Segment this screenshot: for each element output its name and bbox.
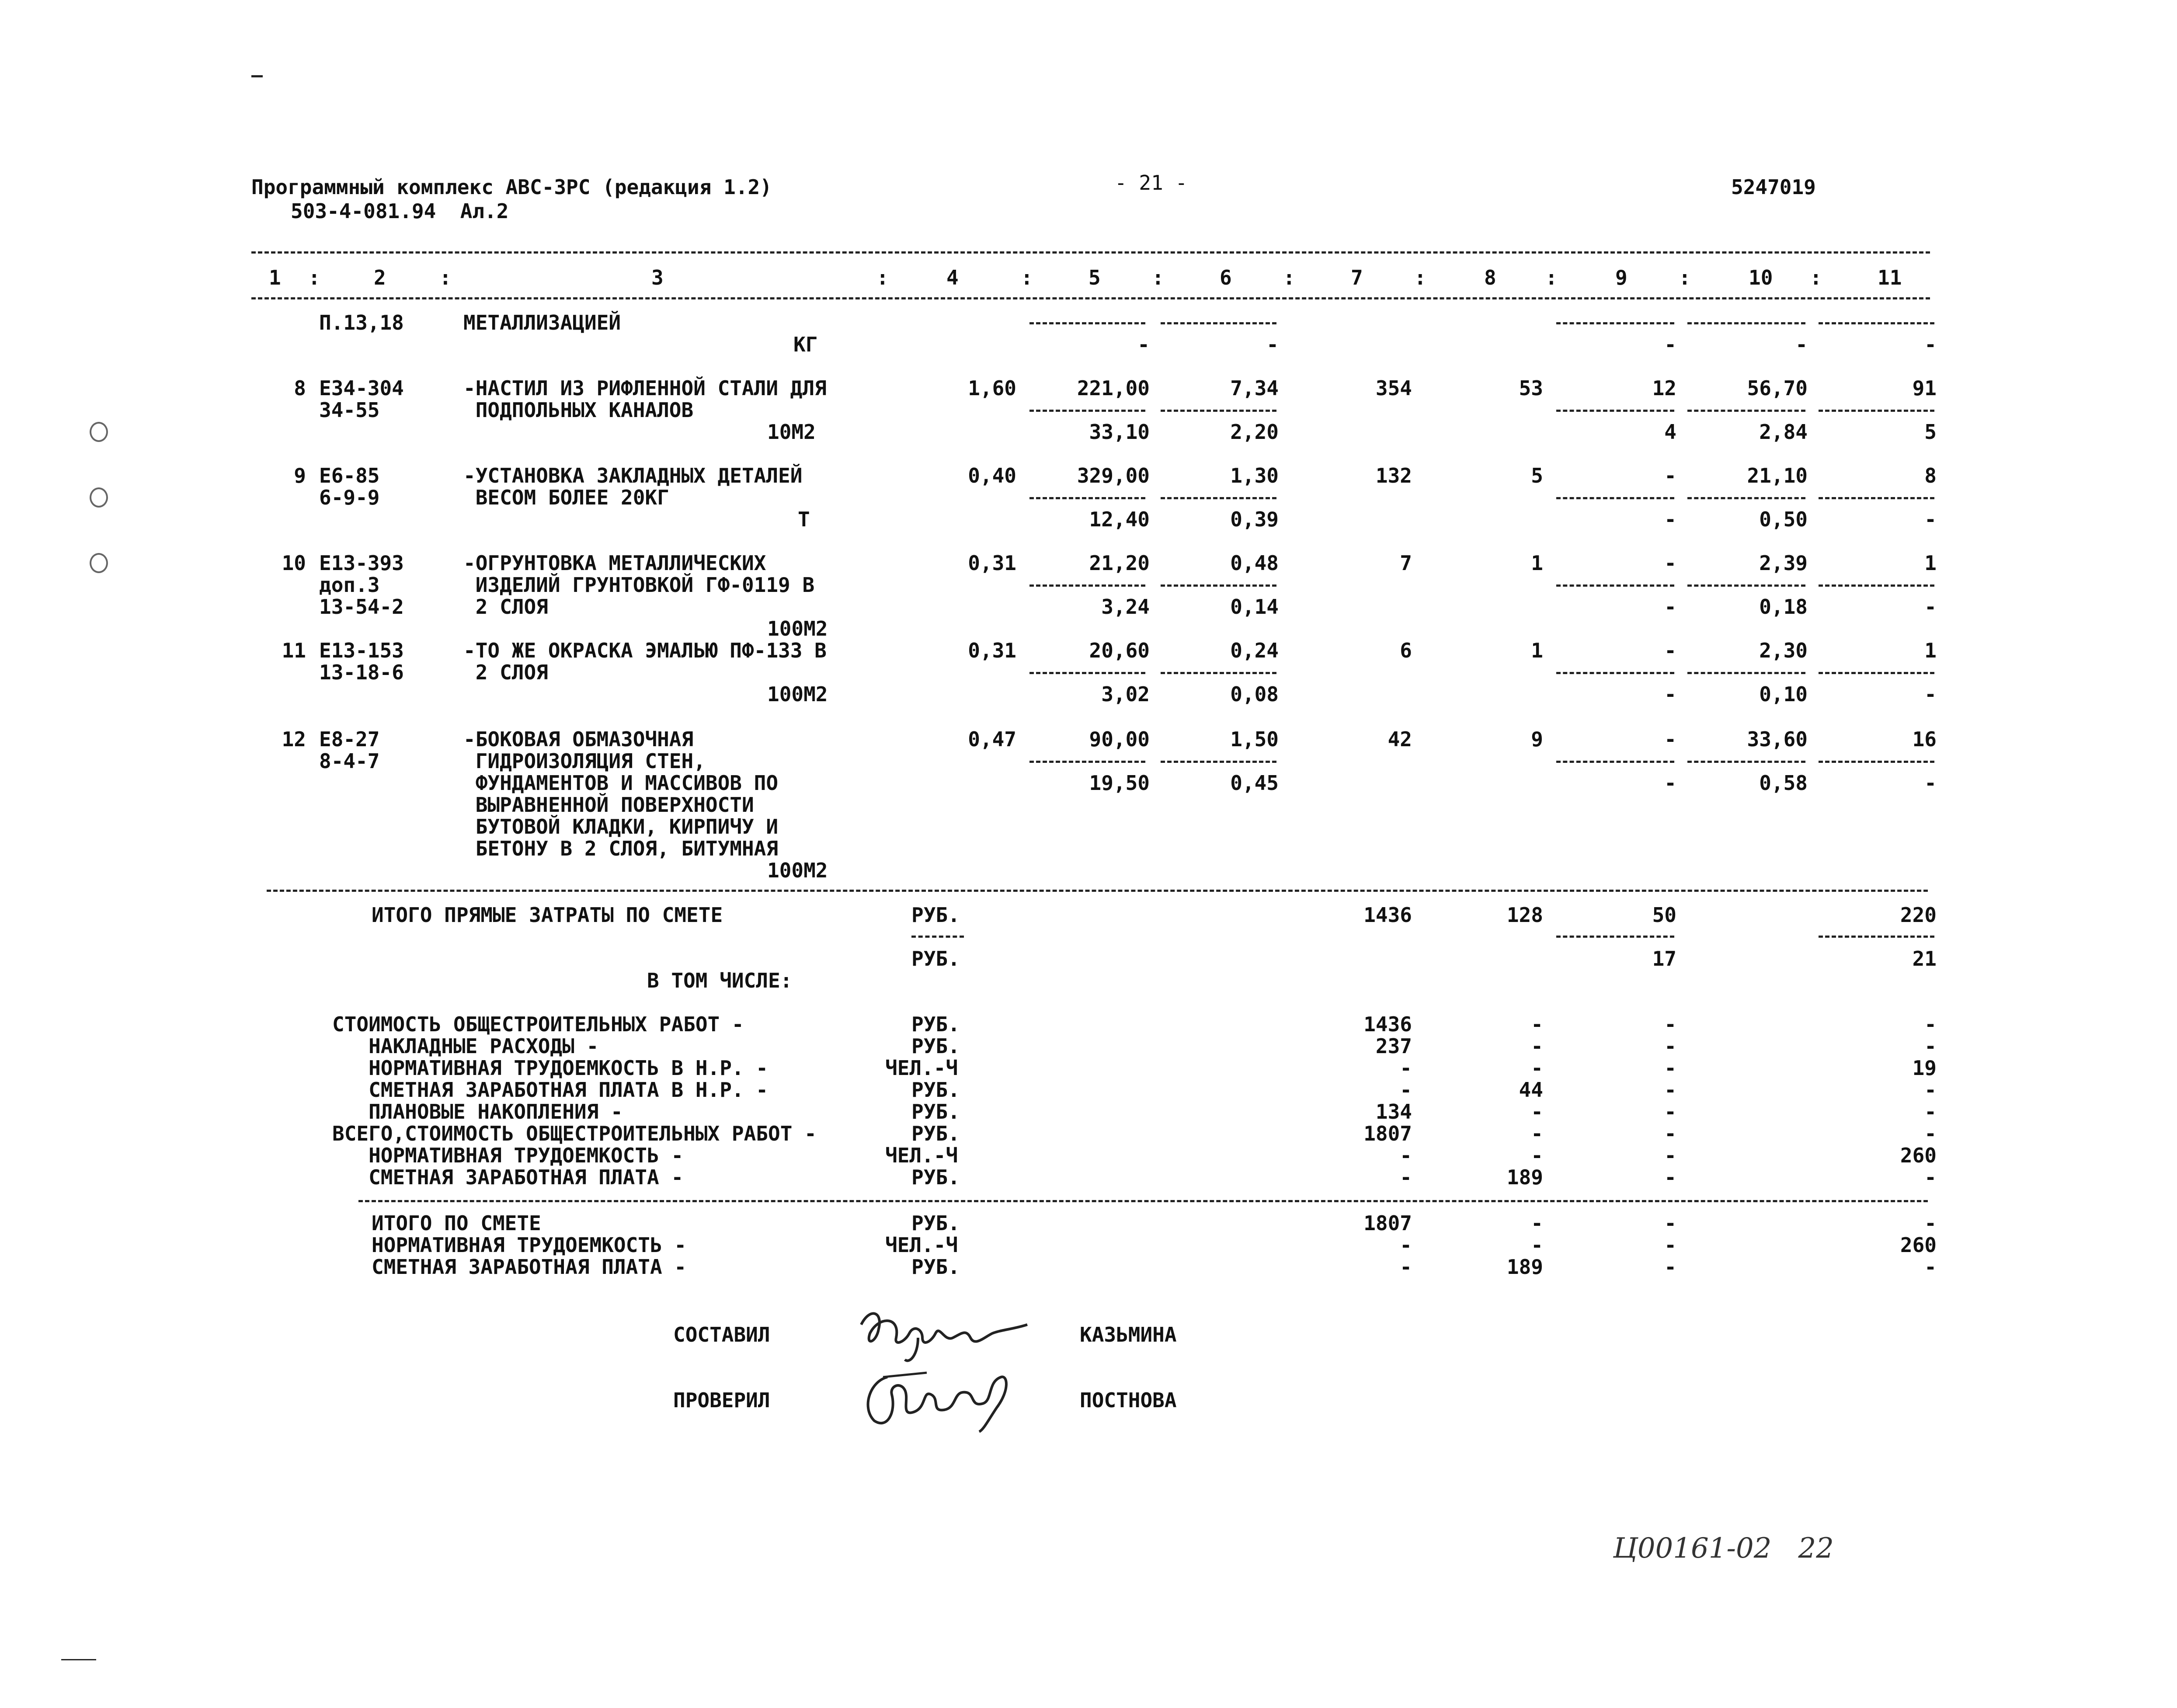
binding-hole-icon xyxy=(90,487,108,508)
row-number: 8 xyxy=(294,376,306,400)
cell-value: - xyxy=(1664,464,1676,487)
summary-value: - xyxy=(1531,1056,1543,1080)
cell-value: 33,60 xyxy=(1747,727,1808,751)
cell-value: 16 xyxy=(1912,727,1937,751)
cell-divider xyxy=(1556,497,1674,499)
summary-line-unit: РУБ. xyxy=(911,1165,960,1189)
row-code: Е13-393 xyxy=(319,551,404,575)
row-unit: 100М2 xyxy=(767,682,828,706)
summary-line-label: НОРМАТИВНАЯ ТРУДОЕМКОСТЬ В Н.Р. - xyxy=(332,1056,768,1080)
column-separator: : xyxy=(1545,266,1558,289)
unit-divider xyxy=(911,936,964,938)
cell-value: 1 xyxy=(1924,551,1937,575)
header-rule-bottom xyxy=(251,297,1930,299)
cell-divider xyxy=(1161,410,1276,412)
summary-value: - xyxy=(1664,1122,1676,1145)
row-description: ГИДРОИЗОЛЯЦИЯ СТЕН, xyxy=(463,749,706,773)
column-separator: : xyxy=(1679,266,1691,289)
cell-value-secondary: 0,14 xyxy=(1230,595,1279,619)
summary-line-label: СТОИМОСТЬ ОБЩЕСТРОИТЕЛЬНЫХ РАБОТ - xyxy=(332,1012,744,1036)
row-description: 2 СЛОЯ xyxy=(463,595,548,619)
column-separator: : xyxy=(439,266,452,289)
final-value: - xyxy=(1400,1255,1412,1279)
compiled-label: СОСТАВИЛ xyxy=(673,1323,770,1346)
final-value: 189 xyxy=(1506,1255,1543,1279)
summary-line-unit: РУБ. xyxy=(911,1078,960,1102)
handwritten-archive-number: Ц00161-02 22 xyxy=(1613,1532,1834,1565)
total-value: 220 xyxy=(1900,903,1937,927)
column-separator: : xyxy=(308,266,320,289)
cell-divider xyxy=(1819,936,1934,938)
column-number: 6 xyxy=(1220,266,1232,289)
project-code: 503-4-081.94 Ал.2 xyxy=(291,199,509,223)
cell-value-secondary: 33,10 xyxy=(1089,420,1150,444)
summary-line-unit: РУБ. xyxy=(911,1034,960,1058)
total-unit: РУБ. xyxy=(911,903,960,927)
cell-divider xyxy=(1819,322,1934,324)
header-rule-top xyxy=(251,251,1930,254)
final-value: 1807 xyxy=(1363,1211,1412,1235)
cell-divider xyxy=(1161,672,1276,674)
final-value: - xyxy=(1924,1211,1937,1235)
row-code: Е6-85 xyxy=(319,464,380,487)
cell-value-secondary: 4 xyxy=(1664,420,1676,444)
summary-line-label: НОРМАТИВНАЯ ТРУДОЕМКОСТЬ - xyxy=(332,1144,684,1167)
cell-divider xyxy=(1556,672,1674,674)
column-separator: : xyxy=(1283,266,1295,289)
cell-value-secondary: 0,45 xyxy=(1230,771,1279,795)
cell-value: 0,31 xyxy=(968,551,1016,575)
summary-line-unit: РУБ. xyxy=(911,1122,960,1145)
cell-value-secondary: 0,58 xyxy=(1759,771,1808,795)
cell-value-secondary: - xyxy=(1664,508,1676,531)
column-separator: : xyxy=(1810,266,1822,289)
row-description: ВЕСОМ БОЛЕЕ 20КГ xyxy=(463,486,669,509)
row-description: -УСТАНОВКА ЗАКЛАДНЫХ ДЕТАЛЕЙ xyxy=(463,464,803,487)
totals-rule xyxy=(267,890,1928,892)
cell-value-secondary: - xyxy=(1924,771,1937,795)
cell-value: 0,48 xyxy=(1230,551,1279,575)
cell-value: 2,30 xyxy=(1759,639,1808,662)
final-value: - xyxy=(1531,1233,1543,1257)
total-value: 128 xyxy=(1506,903,1543,927)
summary-line-label: СМЕТНАЯ ЗАРАБОТНАЯ ПЛАТА В Н.Р. - xyxy=(332,1078,768,1102)
final-value: - xyxy=(1664,1255,1676,1279)
final-line-unit: РУБ. xyxy=(911,1211,960,1235)
summary-line-label: ВСЕГО,СТОИМОСТЬ ОБЩЕСТРОИТЕЛЬНЫХ РАБОТ - xyxy=(332,1122,817,1145)
cell-divider xyxy=(1819,410,1934,412)
cell-value: 221,00 xyxy=(1077,376,1150,400)
row-code: 13-54-2 xyxy=(319,595,404,619)
cell-value: 1 xyxy=(1531,639,1543,662)
summary-value: - xyxy=(1664,1078,1676,1102)
row-unit: 10М2 xyxy=(767,420,816,444)
final-rule xyxy=(358,1200,1928,1202)
row-description: ПОДПОЛЬНЫХ КАНАЛОВ xyxy=(463,398,694,422)
summary-value: - xyxy=(1924,1012,1937,1036)
cell-divider xyxy=(1029,672,1145,674)
cell-value: 1,50 xyxy=(1230,727,1279,751)
checked-label: ПРОВЕРИЛ xyxy=(673,1388,770,1412)
column-number: 10 xyxy=(1749,266,1773,289)
cell-divider xyxy=(1029,761,1145,763)
cell-value: 1,60 xyxy=(968,376,1016,400)
row-unit: Т xyxy=(798,508,810,531)
summary-value: 189 xyxy=(1506,1165,1543,1189)
cell-divider xyxy=(1029,584,1145,587)
cell-divider xyxy=(1819,761,1934,763)
cell-value-secondary: - xyxy=(1137,333,1150,356)
column-separator: : xyxy=(876,266,889,289)
cell-value: 0,24 xyxy=(1230,639,1279,662)
cell-value-secondary: - xyxy=(1924,595,1937,619)
cell-value-secondary: 2,20 xyxy=(1230,420,1279,444)
summary-value: - xyxy=(1664,1034,1676,1058)
cell-divider xyxy=(1161,322,1276,324)
row-code: П.13,18 xyxy=(319,311,404,334)
cell-value: 5 xyxy=(1531,464,1543,487)
cell-value-secondary: 3,24 xyxy=(1101,595,1150,619)
final-line-label: СМЕТНАЯ ЗАРАБОТНАЯ ПЛАТА - xyxy=(372,1255,687,1279)
cell-divider xyxy=(1687,497,1805,499)
checked-signature xyxy=(857,1360,1040,1434)
document-number: 5247019 xyxy=(1731,175,1816,199)
cell-value: 53 xyxy=(1519,376,1543,400)
summary-value: 1807 xyxy=(1363,1122,1412,1145)
row-number: 10 xyxy=(282,551,306,575)
summary-value: 44 xyxy=(1519,1078,1543,1102)
row-description: -БОКОВАЯ ОБМАЗОЧНАЯ xyxy=(463,727,694,751)
cell-value-secondary: - xyxy=(1266,333,1279,356)
cell-divider xyxy=(1161,497,1276,499)
row-code: 8-4-7 xyxy=(319,749,380,773)
summary-value: - xyxy=(1664,1056,1676,1080)
summary-value: - xyxy=(1664,1144,1676,1167)
total-value: 21 xyxy=(1912,947,1937,971)
cell-value: 0,47 xyxy=(968,727,1016,751)
cell-divider xyxy=(1161,761,1276,763)
cell-value: 20,60 xyxy=(1089,639,1150,662)
row-code: Е13-153 xyxy=(319,639,404,662)
cell-value: 1 xyxy=(1531,551,1543,575)
final-line-unit: РУБ. xyxy=(911,1255,960,1279)
cell-value: - xyxy=(1664,727,1676,751)
cell-divider xyxy=(1556,322,1674,324)
cell-divider xyxy=(1687,410,1805,412)
summary-value: - xyxy=(1924,1100,1937,1124)
total-value: 1436 xyxy=(1363,903,1412,927)
summary-value: 237 xyxy=(1375,1034,1412,1058)
cell-value: 0,31 xyxy=(968,639,1016,662)
cell-value-secondary: - xyxy=(1924,682,1937,706)
cell-value: 90,00 xyxy=(1089,727,1150,751)
compiled-signature xyxy=(852,1298,1036,1368)
summary-value: - xyxy=(1924,1165,1937,1189)
cell-divider xyxy=(1556,584,1674,587)
row-description: -ТО ЖЕ ОКРАСКА ЭМАЛЬЮ ПФ-133 В xyxy=(463,639,827,662)
cell-value-secondary: 0,39 xyxy=(1230,508,1279,531)
total-value: 17 xyxy=(1652,947,1676,971)
summary-value: - xyxy=(1664,1100,1676,1124)
cell-value-secondary: 0,18 xyxy=(1759,595,1808,619)
summary-value: - xyxy=(1924,1122,1937,1145)
column-number: 8 xyxy=(1484,266,1496,289)
total-value: 50 xyxy=(1652,903,1676,927)
summary-value: - xyxy=(1531,1034,1543,1058)
row-description: ВЫРАВНЕННОЙ ПОВЕРХНОСТИ xyxy=(463,793,754,817)
cell-value: 1,30 xyxy=(1230,464,1279,487)
row-unit: КГ xyxy=(793,333,818,356)
row-unit: 100М2 xyxy=(767,859,828,882)
final-value: 260 xyxy=(1900,1233,1937,1257)
cell-value: 132 xyxy=(1375,464,1412,487)
final-line-unit: ЧЕЛ.-Ч xyxy=(885,1233,958,1257)
row-number: 9 xyxy=(294,464,306,487)
cell-divider xyxy=(1819,672,1934,674)
binding-hole-icon xyxy=(90,553,108,573)
final-line-label: ИТОГО ПО СМЕТЕ xyxy=(372,1211,541,1235)
cell-value-secondary: 19,50 xyxy=(1089,771,1150,795)
cell-divider xyxy=(1687,584,1805,587)
row-code: 34-55 xyxy=(319,398,380,422)
cell-value: 6 xyxy=(1400,639,1412,662)
column-separator: : xyxy=(1152,266,1164,289)
cell-value: 9 xyxy=(1531,727,1543,751)
summary-line-unit: ЧЕЛ.-Ч xyxy=(885,1144,958,1167)
summary-value: - xyxy=(1664,1012,1676,1036)
cell-value: 21,10 xyxy=(1747,464,1808,487)
cell-value-secondary: 3,02 xyxy=(1101,682,1150,706)
summary-line-unit: РУБ. xyxy=(911,1100,960,1124)
cell-divider xyxy=(1819,497,1934,499)
final-value: - xyxy=(1664,1211,1676,1235)
cell-divider xyxy=(1029,410,1145,412)
cell-value: 8 xyxy=(1924,464,1937,487)
cell-divider xyxy=(1687,672,1805,674)
summary-value: - xyxy=(1400,1056,1412,1080)
total-direct-label: ИТОГО ПРЯМЫЕ ЗАТРАТЫ ПО СМЕТЕ xyxy=(372,903,723,927)
stray-mark xyxy=(251,75,263,77)
final-value: - xyxy=(1924,1255,1937,1279)
summary-value: 134 xyxy=(1375,1100,1412,1124)
cell-divider xyxy=(1687,761,1805,763)
summary-value: - xyxy=(1400,1078,1412,1102)
program-title: Программный комплекс АВС-3РС (редакция 1.2) xyxy=(251,175,772,199)
row-description: -НАСТИЛ ИЗ РИФЛЕННОЙ СТАЛИ ДЛЯ xyxy=(463,376,827,400)
cell-value-secondary: 0,08 xyxy=(1230,682,1279,706)
column-number: 4 xyxy=(946,266,959,289)
stray-mark xyxy=(61,1659,96,1660)
column-number: 5 xyxy=(1088,266,1101,289)
cell-divider xyxy=(1556,761,1674,763)
column-number: 9 xyxy=(1615,266,1628,289)
row-code: 13-18-6 xyxy=(319,661,404,684)
compiled-name: КАЗЬМИНА xyxy=(1080,1323,1177,1346)
summary-value: - xyxy=(1924,1034,1937,1058)
column-number: 11 xyxy=(1878,266,1902,289)
cell-value: - xyxy=(1664,639,1676,662)
summary-line-label: ПЛАНОВЫЕ НАКОПЛЕНИЯ - xyxy=(332,1100,623,1124)
row-description: ИЗДЕЛИЙ ГРУНТОВКОЙ ГФ-0119 В xyxy=(463,573,815,597)
cell-divider xyxy=(1556,410,1674,412)
cell-value-secondary: 0,10 xyxy=(1759,682,1808,706)
cell-value: 329,00 xyxy=(1077,464,1150,487)
column-number: 3 xyxy=(651,266,664,289)
summary-line-unit: РУБ. xyxy=(911,1012,960,1036)
cell-divider xyxy=(1161,584,1276,587)
cell-value-secondary: 5 xyxy=(1924,420,1937,444)
row-description: -ОГРУНТОВКА МЕТАЛЛИЧЕСКИХ xyxy=(463,551,766,575)
cell-divider xyxy=(1029,497,1145,499)
cell-divider xyxy=(1687,322,1805,324)
row-code: 6-9-9 xyxy=(319,486,380,509)
final-value: - xyxy=(1400,1233,1412,1257)
cell-divider xyxy=(1819,584,1934,587)
summary-line-label: НАКЛАДНЫЕ РАСХОДЫ - xyxy=(332,1034,599,1058)
summary-value: - xyxy=(1531,1122,1543,1145)
cell-value: 56,70 xyxy=(1747,376,1808,400)
cell-value: 7 xyxy=(1400,551,1412,575)
cell-value-secondary: - xyxy=(1924,333,1937,356)
row-unit: 100М2 xyxy=(767,617,828,640)
cell-value: 1 xyxy=(1924,639,1937,662)
row-number: 11 xyxy=(282,639,306,662)
cell-value: 12 xyxy=(1652,376,1676,400)
cell-divider xyxy=(1029,322,1145,324)
row-code: Е8-27 xyxy=(319,727,380,751)
final-line-label: НОРМАТИВНАЯ ТРУДОЕМКОСТЬ - xyxy=(372,1233,687,1257)
column-number: 7 xyxy=(1351,266,1363,289)
column-number: 2 xyxy=(374,266,386,289)
summary-value: - xyxy=(1531,1012,1543,1036)
cell-value: 7,34 xyxy=(1230,376,1279,400)
summary-value: - xyxy=(1664,1165,1676,1189)
cell-value-secondary: - xyxy=(1795,333,1808,356)
row-description: БУТОВОЙ КЛАДКИ, КИРПИЧУ И xyxy=(463,815,779,838)
row-number: 12 xyxy=(282,727,306,751)
cell-value-secondary: 0,50 xyxy=(1759,508,1808,531)
column-separator: : xyxy=(1021,266,1033,289)
total-unit: РУБ. xyxy=(911,947,960,971)
binding-hole-icon xyxy=(90,422,108,442)
cell-divider xyxy=(1556,936,1674,938)
cell-value: 91 xyxy=(1912,376,1937,400)
cell-value: 21,20 xyxy=(1089,551,1150,575)
row-description: БЕТОНУ В 2 СЛОЯ, БИТУМНАЯ xyxy=(463,837,779,860)
summary-value: - xyxy=(1531,1144,1543,1167)
row-code: доп.3 xyxy=(319,573,380,597)
summary-value: - xyxy=(1400,1144,1412,1167)
cell-value-secondary: - xyxy=(1664,771,1676,795)
cell-value-secondary: - xyxy=(1664,333,1676,356)
row-code: Е34-304 xyxy=(319,376,404,400)
row-description: ФУНДАМЕНТОВ И МАССИВОВ ПО xyxy=(463,771,779,795)
cell-value: 2,39 xyxy=(1759,551,1808,575)
summary-line-unit: ЧЕЛ.-Ч xyxy=(885,1056,958,1080)
summary-value: - xyxy=(1400,1165,1412,1189)
cell-value: - xyxy=(1664,551,1676,575)
final-value: - xyxy=(1531,1211,1543,1235)
final-value: - xyxy=(1664,1233,1676,1257)
checked-name: ПОСТНОВА xyxy=(1080,1388,1177,1412)
cell-value-secondary: - xyxy=(1924,508,1937,531)
row-description: 2 СЛОЯ xyxy=(463,661,548,684)
cell-value-secondary: 2,84 xyxy=(1759,420,1808,444)
cell-value-secondary: - xyxy=(1664,595,1676,619)
cell-value: 0,40 xyxy=(968,464,1016,487)
summary-value: - xyxy=(1924,1078,1937,1102)
cell-value: 42 xyxy=(1388,727,1412,751)
summary-line-label: СМЕТНАЯ ЗАРАБОТНАЯ ПЛАТА - xyxy=(332,1165,684,1189)
row-description: МЕТАЛЛИЗАЦИЕЙ xyxy=(463,311,621,334)
summary-value: 1436 xyxy=(1363,1012,1412,1036)
page-number: - 21 - xyxy=(1115,171,1188,195)
column-separator: : xyxy=(1414,266,1426,289)
summary-value: 19 xyxy=(1912,1056,1937,1080)
summary-value: 260 xyxy=(1900,1144,1937,1167)
summary-value: - xyxy=(1531,1100,1543,1124)
column-number: 1 xyxy=(269,266,281,289)
cell-value-secondary: - xyxy=(1664,682,1676,706)
cell-value: 354 xyxy=(1375,376,1412,400)
including-heading: В ТОМ ЧИСЛЕ: xyxy=(647,969,793,992)
cell-value-secondary: 12,40 xyxy=(1089,508,1150,531)
